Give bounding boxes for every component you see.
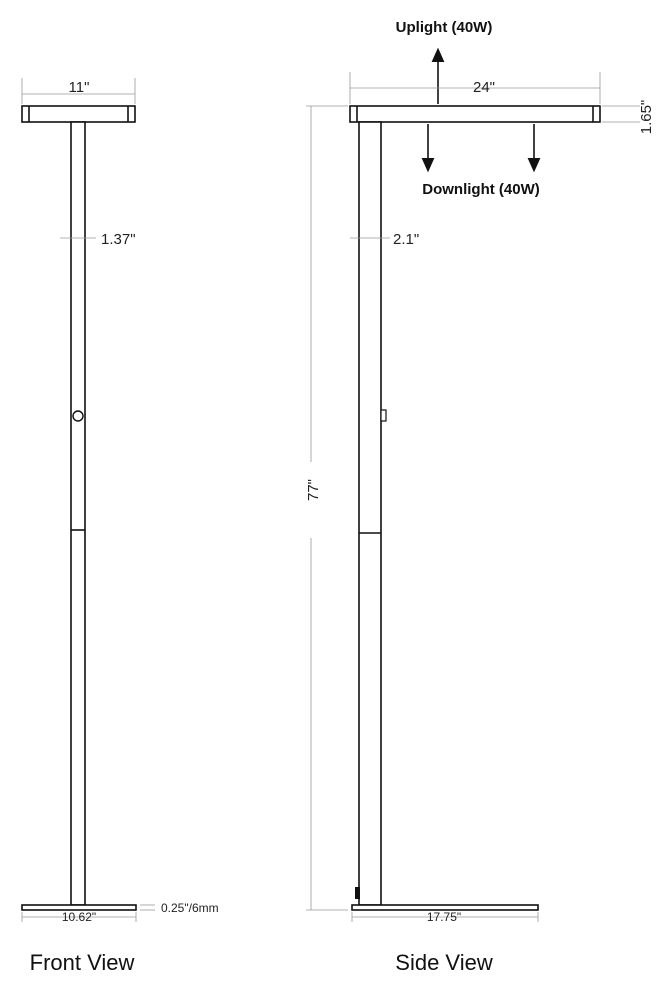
- front-pole: [71, 122, 85, 905]
- side-view-title: Side View: [395, 950, 493, 975]
- front-view-title: Front View: [29, 950, 135, 975]
- switch-icon: [381, 410, 386, 421]
- side-head-height-label: 1.65": [638, 99, 655, 135]
- side-base-length-label: 17.75": [426, 910, 462, 924]
- downlight-label: Downlight (40W): [422, 181, 540, 198]
- front-head-width-label: 11": [68, 79, 90, 96]
- uplight-label: Uplight (40W): [395, 19, 493, 36]
- cord-outlet-icon: [355, 887, 360, 899]
- front-head-width-dimension: [22, 78, 135, 104]
- downlight-indicator: [422, 124, 539, 198]
- front-pole-diameter-label: 1.37": [101, 231, 136, 248]
- front-base-width-label: 10.62": [61, 910, 97, 924]
- front-base: [22, 905, 136, 924]
- side-pole: [355, 122, 386, 905]
- side-total-height-label: 77": [305, 478, 322, 502]
- switch-knob-icon: [73, 411, 83, 421]
- front-view: [22, 78, 219, 975]
- side-base: [352, 905, 538, 924]
- side-view: [305, 19, 655, 975]
- side-head-length-label: 24": [472, 79, 496, 96]
- side-head-height-dimension: [602, 100, 655, 135]
- side-lamp-head: [350, 106, 600, 122]
- front-base-thickness-label: 0.25"/6mm: [161, 901, 219, 915]
- side-total-height-dimension: [305, 106, 348, 910]
- side-head-length-dimension: [350, 72, 600, 104]
- side-pole-diameter-label: 2.1": [393, 231, 420, 248]
- front-lamp-head: [22, 106, 135, 122]
- front-base-thickness-dimension: [140, 901, 219, 915]
